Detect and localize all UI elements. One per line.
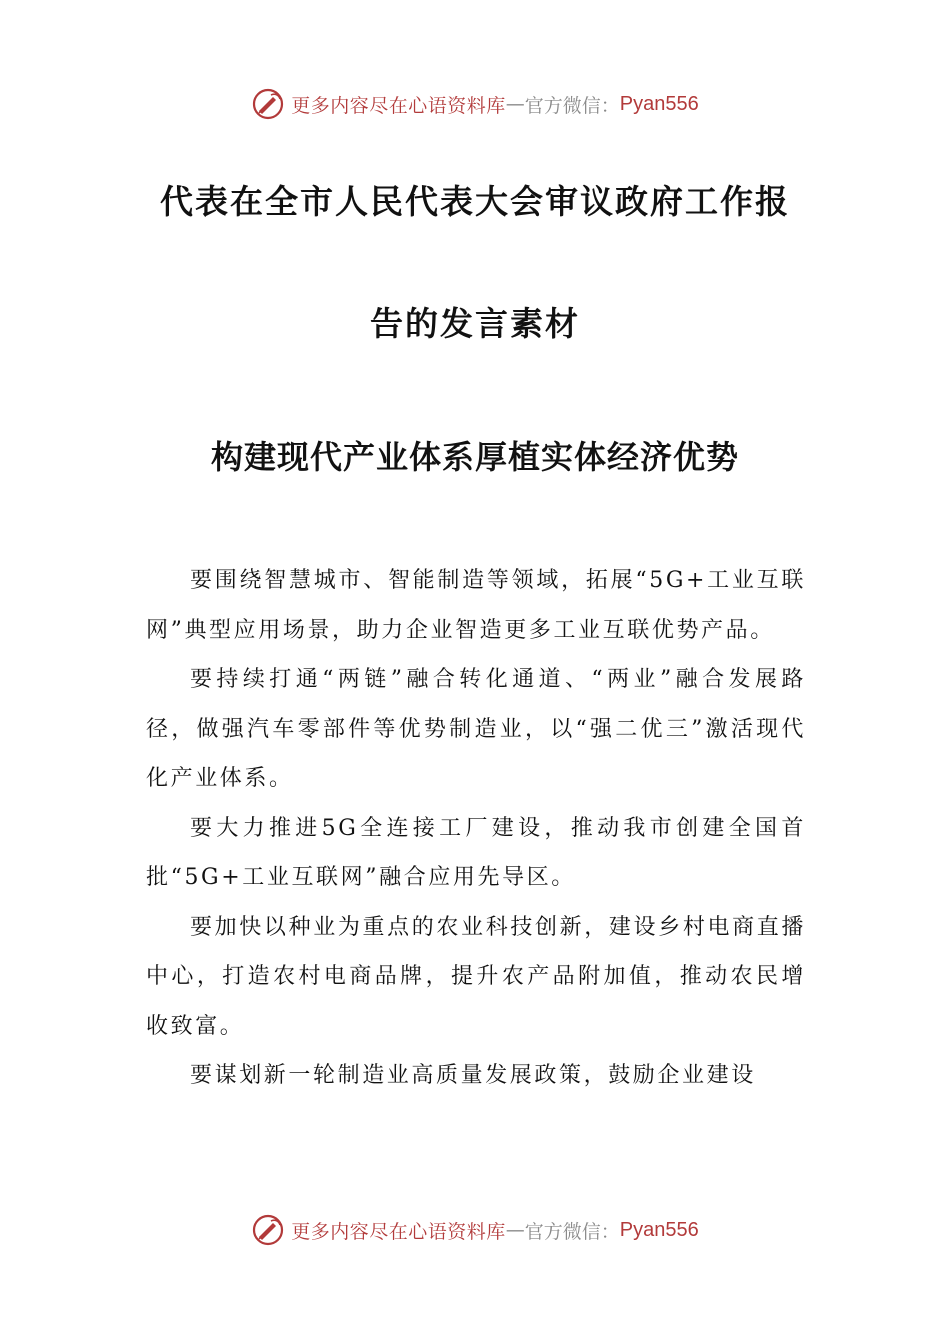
document-subtitle: 构建现代产业体系厚植实体经济优势 — [210, 438, 739, 476]
document-body — [146, 556, 806, 1101]
watermark-official-label: 官方微信： — [524, 94, 620, 117]
document-title-line-2: 告的发言素材 — [370, 304, 580, 343]
body-paragraph: 要大力推进5G全连接工厂建设，推动我市创建全国首批“5G+工业互联网”融合应用先导区。 — [146, 815, 806, 890]
watermark-wechat-id: Pyan556 — [619, 92, 699, 115]
document-title-line-1: 代表在全市人民代表大会审议政府工作报 — [160, 182, 790, 221]
body-paragraph: 要围绕智慧城市、智能制造等领域，拓展“5G+工业互联网”典型应用场景，助力企业智造更多工业互联优势产品。 — [146, 568, 806, 643]
body-paragraph: 要加快以种业为重点的农业科技创新，建设乡村电商直播中心，打造农村电商品牌，提升农产品附加值，推动农民增收致富。 — [146, 914, 806, 1039]
pen-logo-icon — [251, 87, 285, 121]
watermark-dash: — — [505, 93, 525, 115]
watermark-text: 更多内容尽在心语资料库 — [291, 1220, 506, 1243]
pen-logo-icon — [251, 1213, 285, 1247]
body-paragraph: 要谋划新一轮制造业高质量发展政策，鼓励企业建设 — [190, 1063, 756, 1088]
footer-watermark — [0, 1210, 950, 1250]
body-paragraph: 要持续打通“两链”融合转化通道、“两业”融合发展路径，做强汽车零部件等优势制造业，以“强二优三”激活现代化产业体系。 — [146, 667, 806, 791]
watermark-official-label: 官方微信： — [524, 1220, 620, 1243]
watermark-wechat-id: Pyan556 — [619, 1218, 699, 1241]
watermark-text: 更多内容尽在心语资料库 — [291, 94, 506, 117]
watermark-dash: — — [505, 1219, 525, 1241]
header-watermark — [0, 84, 950, 124]
